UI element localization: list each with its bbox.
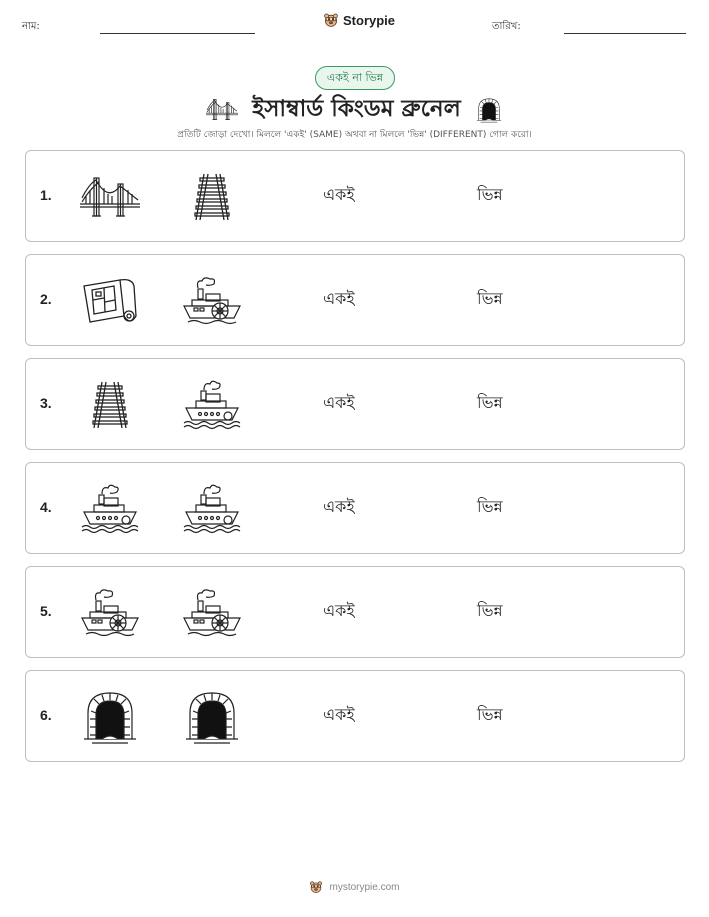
- different-option[interactable]: ভিন্ন: [477, 705, 503, 724]
- tunnel-icon: [80, 689, 140, 745]
- different-option[interactable]: ভিন্ন: [477, 497, 503, 516]
- name-label: নাম:: [22, 21, 40, 32]
- same-option[interactable]: একই: [323, 705, 355, 724]
- paddle-steamer-icon: [80, 585, 140, 641]
- same-option[interactable]: একই: [323, 497, 355, 516]
- railway-track-icon: [80, 377, 140, 433]
- question-card: [25, 358, 685, 450]
- different-option[interactable]: ভিন্ন: [477, 289, 503, 308]
- question-card: [25, 670, 685, 762]
- same-option[interactable]: একই: [323, 289, 355, 308]
- paddle-steamer-icon: [182, 273, 242, 329]
- page-title: ইসাম্বার্ড কিংডম ব্রুনেল: [252, 96, 461, 122]
- date-label: তারিখ:: [492, 21, 521, 32]
- question-card: [25, 254, 685, 346]
- question-card: [25, 566, 685, 658]
- steamship-icon: [80, 481, 140, 537]
- same-option[interactable]: একই: [323, 185, 355, 204]
- bridge-icon: [80, 169, 140, 225]
- instructions: প্রতিটি জোড়া দেখো। মিললে 'একই' (SAME) অথবা না মিললে 'ভিন্ন' (DIFFERENT) গোল করো।: [177, 130, 532, 140]
- storypie-mascot-icon: [323, 12, 339, 28]
- steamship-icon: [182, 481, 242, 537]
- different-option[interactable]: ভিন্ন: [477, 393, 503, 412]
- storypie-mascot-icon: [309, 880, 323, 894]
- question-number: 4.: [40, 499, 52, 515]
- paddle-steamer-icon: [182, 585, 242, 641]
- tunnel-icon: [182, 689, 242, 745]
- blueprint-icon: [80, 273, 140, 329]
- tunnel-icon: [475, 96, 503, 124]
- steamship-icon: [182, 377, 242, 433]
- question-number: 1.: [40, 187, 52, 203]
- question-card: [25, 150, 685, 242]
- footer: [0, 880, 709, 894]
- different-option[interactable]: ভিন্ন: [477, 601, 503, 620]
- brand-logo: [323, 12, 395, 28]
- question-number: 2.: [40, 291, 52, 307]
- different-option[interactable]: ভিন্ন: [477, 185, 503, 204]
- railway-track-icon: [182, 169, 242, 225]
- same-option[interactable]: একই: [323, 601, 355, 620]
- question-number: 6.: [40, 707, 52, 723]
- name-line[interactable]: [100, 33, 255, 34]
- title-row: [0, 90, 709, 129]
- question-number: 5.: [40, 603, 52, 619]
- date-line[interactable]: [564, 33, 686, 34]
- worksheet-type-badge: একই না ভিন্ন: [315, 66, 395, 90]
- question-number: 3.: [40, 395, 52, 411]
- footer-site: mystorypie.com: [329, 881, 400, 893]
- question-card: [25, 462, 685, 554]
- bridge-icon: [206, 96, 238, 123]
- same-option[interactable]: একই: [323, 393, 355, 412]
- brand-name: Storypie: [343, 12, 396, 28]
